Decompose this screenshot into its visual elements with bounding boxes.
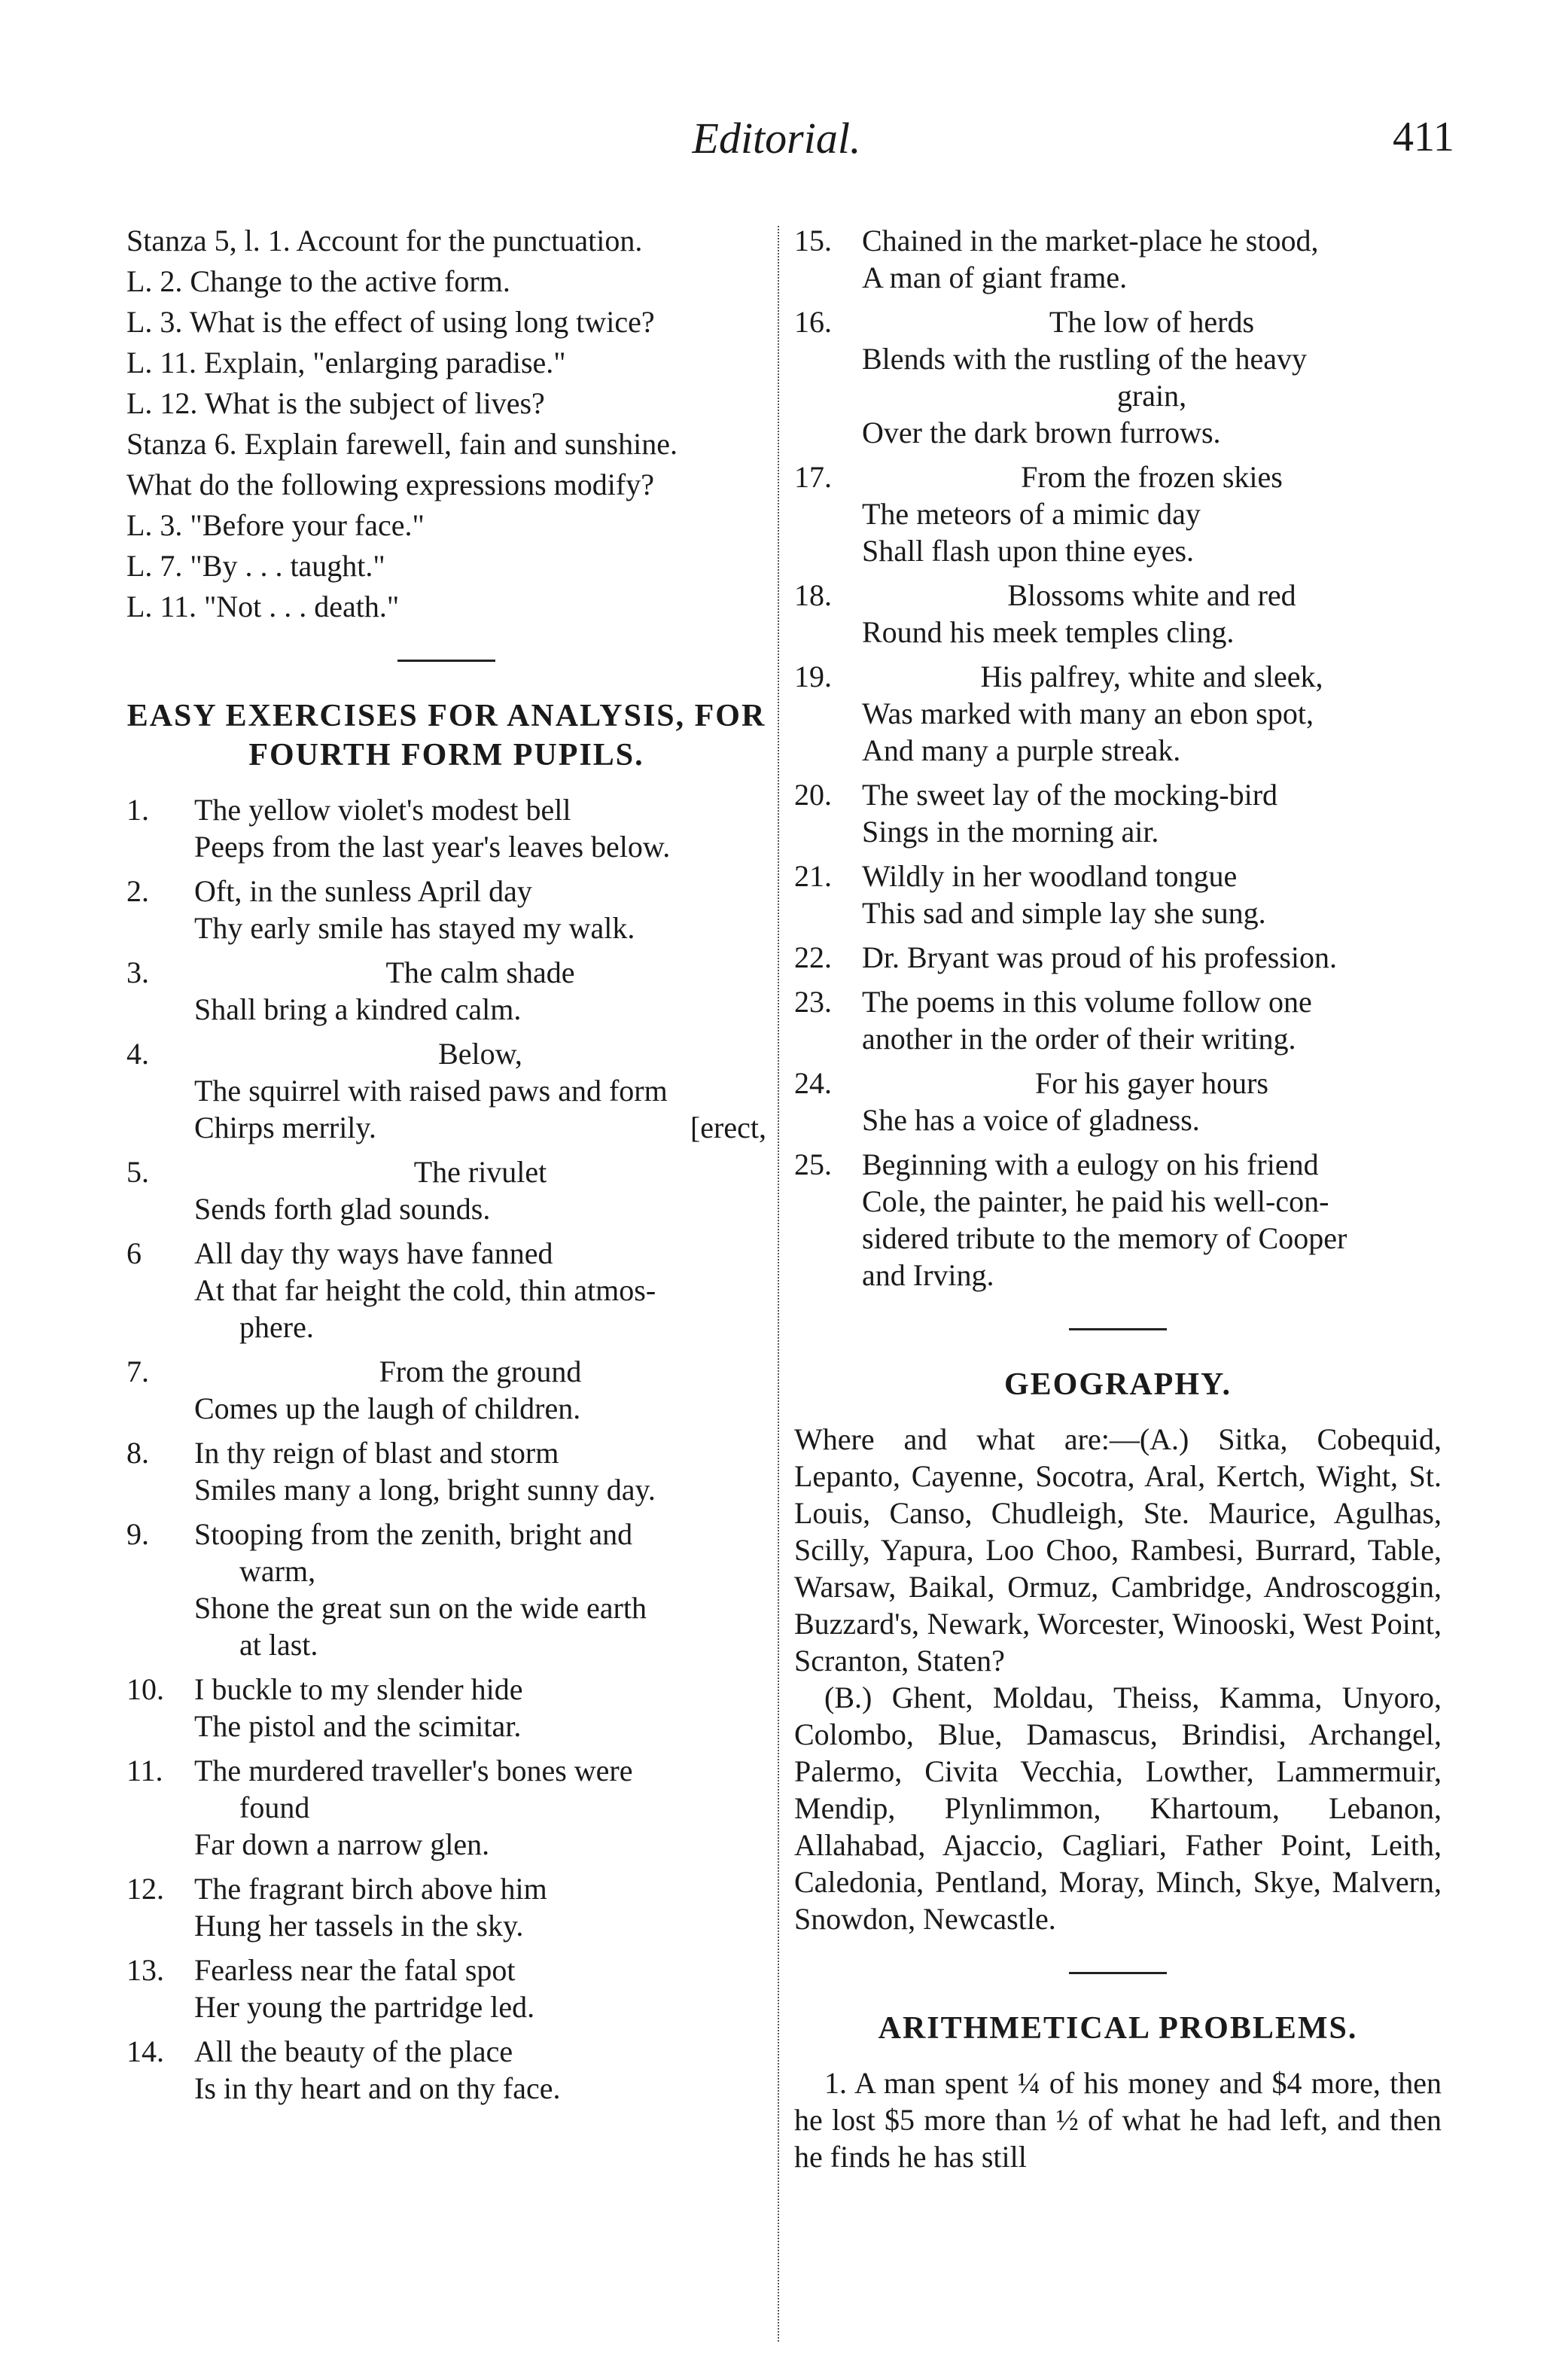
exercise-item: [126, 873, 766, 946]
question-item: L. 11. Explain, "enlarging paradise.": [126, 346, 566, 379]
exercise-line: Below,: [438, 1037, 522, 1071]
exercise-item: [794, 577, 1442, 651]
exercise-item: [126, 2033, 766, 2107]
exercise-item: [794, 776, 1442, 850]
question-item: L. 3. "Before your face.": [126, 508, 425, 542]
exercise-item: [794, 222, 1442, 296]
exercise-line: Far down a narrow glen.: [194, 1827, 490, 1861]
exercise-number: 16.: [794, 305, 832, 339]
exercise-line: Smiles many a long, bright sunny day.: [194, 1473, 656, 1507]
exercise-line: The squirrel with raised paws and form: [194, 1074, 668, 1108]
exercise-line: At that far height the cold, thin atmos-: [194, 1273, 656, 1307]
exercises-heading: EASY EXERCISES FOR ANALYSIS, FOR FOURTH FORM PUPILS.: [126, 699, 766, 773]
exercise-line: The pistol and the scimitar.: [194, 1709, 522, 1743]
exercise-number: 4.: [126, 1037, 149, 1071]
question-item: L. 7. "By . . . taught.": [126, 549, 385, 583]
question-item: L. 12. What is the subject of lives?: [126, 386, 545, 420]
left-column: [126, 222, 766, 2114]
exercise-line: The poems in this volume follow one: [862, 985, 1312, 1019]
exercise-line: Fearless near the fatal spot: [194, 1953, 516, 1987]
exercise-line: The calm shade: [385, 955, 575, 989]
exercise-line: Dr. Bryant was proud of his profession.: [862, 940, 1338, 974]
exercise-line: She has a voice of gladness.: [862, 1103, 1200, 1137]
exercise-line: From the frozen skies: [1021, 460, 1283, 494]
exercise-item: [794, 658, 1442, 769]
exercise-line: Chained in the market-place he stood,: [862, 224, 1319, 258]
exercise-item: [126, 1870, 766, 1944]
section-rule: [1069, 1972, 1167, 1974]
exercise-item: [126, 1516, 766, 1663]
exercise-line: From the ground: [379, 1355, 582, 1388]
exercise-number: 21.: [794, 859, 832, 893]
exercise-number: 24.: [794, 1066, 832, 1100]
exercise-item: [126, 954, 766, 1028]
section-rule: [1069, 1328, 1167, 1330]
exercise-number: 3.: [126, 955, 149, 989]
question-list: [126, 222, 766, 625]
exercise-line: Sings in the morning air.: [862, 815, 1159, 849]
exercise-line: Hung her tassels in the sky.: [194, 1909, 524, 1943]
exercise-item: [126, 1153, 766, 1227]
exercise-line: The rivulet: [413, 1155, 547, 1189]
exercise-number: 18.: [794, 578, 832, 612]
exercise-number: 19.: [794, 660, 832, 693]
exercise-line: warm,: [239, 1554, 316, 1588]
question-item: Stanza 5, l. 1. Account for the punctuation.: [126, 224, 643, 258]
exercise-line: The murdered traveller's bones were: [194, 1754, 633, 1787]
question-item: L. 11. "Not . . . death.": [126, 590, 400, 623]
exercise-number: 25.: [794, 1147, 832, 1181]
exercise-item: [794, 939, 1442, 976]
exercise-line: The meteors of a mimic day: [862, 497, 1201, 531]
exercise-line: The low of herds: [1049, 305, 1255, 339]
exercise-line: at last.: [239, 1628, 318, 1662]
question-item: L. 2. Change to the active form.: [126, 264, 510, 298]
exercise-number: 12.: [126, 1872, 164, 1906]
exercise-line: Comes up the laugh of children.: [194, 1391, 581, 1425]
exercise-line: Shone the great sun on the wide earth: [194, 1591, 647, 1625]
exercise-number: 5.: [126, 1155, 149, 1189]
exercise-line: Sends forth glad sounds.: [194, 1192, 491, 1226]
exercise-line: Stooping from the zenith, bright and: [194, 1517, 633, 1551]
exercise-line: sidered tribute to the memory of Cooper: [862, 1221, 1347, 1255]
exercise-list: [126, 791, 766, 2107]
exercise-list-continued: [794, 222, 1442, 1294]
exercise-item: [126, 1235, 766, 1345]
exercise-item: [126, 791, 766, 865]
exercise-line: Beginning with a eulogy on his friend: [862, 1147, 1319, 1181]
exercise-line: Cole, the painter, he paid his well-con-: [862, 1184, 1329, 1218]
exercise-number: 9.: [126, 1517, 149, 1551]
page-number: 411: [1393, 114, 1454, 160]
exercise-item: [794, 303, 1442, 451]
exercise-item: [126, 1434, 766, 1508]
exercise-line: And many a purple streak.: [862, 733, 1181, 767]
exercise-item: [794, 858, 1442, 931]
exercise-line: Peeps from the last year's leaves below.: [194, 830, 671, 864]
exercise-line: Round his meek temples cling.: [862, 615, 1235, 649]
exercise-number: 11.: [126, 1754, 163, 1787]
exercise-line: Oft, in the sunless April day: [194, 874, 532, 908]
exercise-line: I buckle to my slender hide: [194, 1672, 523, 1706]
exercise-line: In thy reign of blast and storm: [194, 1436, 559, 1470]
exercise-line: All the beauty of the place: [194, 2034, 513, 2068]
exercise-line: All day thy ways have fanned: [194, 1236, 553, 1270]
geography-heading: GEOGRAPHY.: [1004, 1367, 1232, 1402]
exercise-item: [794, 459, 1442, 569]
question-item: L. 3. What is the effect of using long twice?: [126, 305, 655, 339]
exercise-line-overflow: [erect,: [690, 1111, 766, 1144]
geography-list-a: Where and what are:—(A.) Sitka, Cobequid, Lepanto, Cayenne, Socotra, Aral, Kertch, Wight, St. Louis, Canso, Chudleigh, Ste. Maurice, Agulhas, Scilly, Yapura, Loo Choo, Rambesi, Burrard, Table, Warsaw, Baikal, Ormuz, Cambridge, Androscoggin, Buzzard's, Newark, Worcester, Winooski, West Point, Scranton, Staten?: [794, 1422, 1442, 1678]
exercise-number: 14.: [126, 2034, 164, 2068]
exercise-line: phere.: [239, 1310, 314, 1344]
exercise-number: 22.: [794, 940, 832, 974]
exercise-number: 7.: [126, 1355, 149, 1388]
exercise-item: [126, 1353, 766, 1427]
exercise-line: His palfrey, white and sleek,: [980, 660, 1323, 693]
exercise-number: 20.: [794, 778, 832, 812]
exercise-line: The fragrant birch above him: [194, 1872, 547, 1906]
exercise-number: 10.: [126, 1672, 164, 1706]
exercise-line: Shall bring a kindred calm.: [194, 992, 522, 1026]
exercise-number: 6: [126, 1236, 142, 1270]
exercise-line: Wildly in her woodland tongue: [862, 859, 1238, 893]
exercise-number: 15.: [794, 224, 832, 258]
exercise-line: The yellow violet's modest bell: [194, 793, 571, 827]
exercise-number: 2.: [126, 874, 149, 908]
exercise-item: [794, 983, 1442, 1057]
exercise-item: [126, 1035, 766, 1146]
exercise-line: and Irving.: [862, 1258, 994, 1292]
arithmetic-problem-1: 1. A man spent ¼ of his money and $4 more, then he lost $5 more than ½ of what he had left, and then he finds he has still: [794, 2066, 1442, 2174]
exercise-number: 8.: [126, 1436, 149, 1470]
exercise-line: another in the order of their writing.: [862, 1022, 1296, 1056]
running-title: Editorial.: [692, 114, 861, 163]
exercise-line: Blends with the rustling of the heavy: [862, 342, 1308, 376]
exercise-line: grain,: [1116, 379, 1187, 413]
exercise-line: The sweet lay of the mocking-bird: [862, 778, 1278, 812]
exercise-number: 13.: [126, 1953, 164, 1987]
exercise-item: [126, 1671, 766, 1745]
exercise-line: Is in thy heart and on thy face.: [194, 2071, 561, 2105]
exercise-line: For his gayer hours: [1035, 1066, 1268, 1100]
exercise-item: [794, 1146, 1442, 1294]
exercise-item: [794, 1065, 1442, 1138]
question-item: What do the following expressions modify?: [126, 468, 654, 501]
exercise-line: [194, 1109, 766, 1146]
exercise-line: found: [239, 1790, 310, 1824]
exercise-item: [126, 1752, 766, 1863]
arithmetic-heading: ARITHMETICAL PROBLEMS.: [878, 2011, 1358, 2046]
section-rule: [397, 660, 495, 662]
exercise-number: 23.: [794, 985, 832, 1019]
exercise-line-text: Chirps merrily.: [194, 1111, 376, 1144]
exercise-line: Shall flash upon thine eyes.: [862, 534, 1195, 568]
exercise-line: Her young the partridge led.: [194, 1990, 535, 2024]
geography-list-b: (B.) Ghent, Moldau, Theiss, Kamma, Unyoro, Colombo, Blue, Damascus, Brindisi, Archangel, Palermo, Civita Vecchia, Lowther, Lammermuir, Mendip, Plynlimmon, Khartoum, Lebanon, Allahabad, Ajaccio, Cagliari, Father Point, Leith, Caledonia, Pentland, Moray, Minch, Skye, Malvern, Snowdon, Newcastle.: [794, 1681, 1442, 1936]
exercise-line: This sad and simple lay she sung.: [862, 896, 1266, 930]
column-divider: [778, 226, 779, 2342]
exercise-line: Was marked with many an ebon spot,: [862, 696, 1314, 730]
exercise-number: 17.: [794, 460, 832, 494]
exercise-number: 1.: [126, 793, 149, 827]
right-column: [794, 222, 1442, 2175]
question-item: Stanza 6. Explain farewell, fain and sunshine.: [126, 427, 678, 461]
exercise-item: [126, 1952, 766, 2025]
exercise-line: Over the dark brown furrows.: [862, 416, 1221, 449]
exercise-line: A man of giant frame.: [862, 261, 1128, 294]
exercise-line: Blossoms white and red: [1007, 578, 1296, 612]
exercise-line: Thy early smile has stayed my walk.: [194, 911, 635, 945]
